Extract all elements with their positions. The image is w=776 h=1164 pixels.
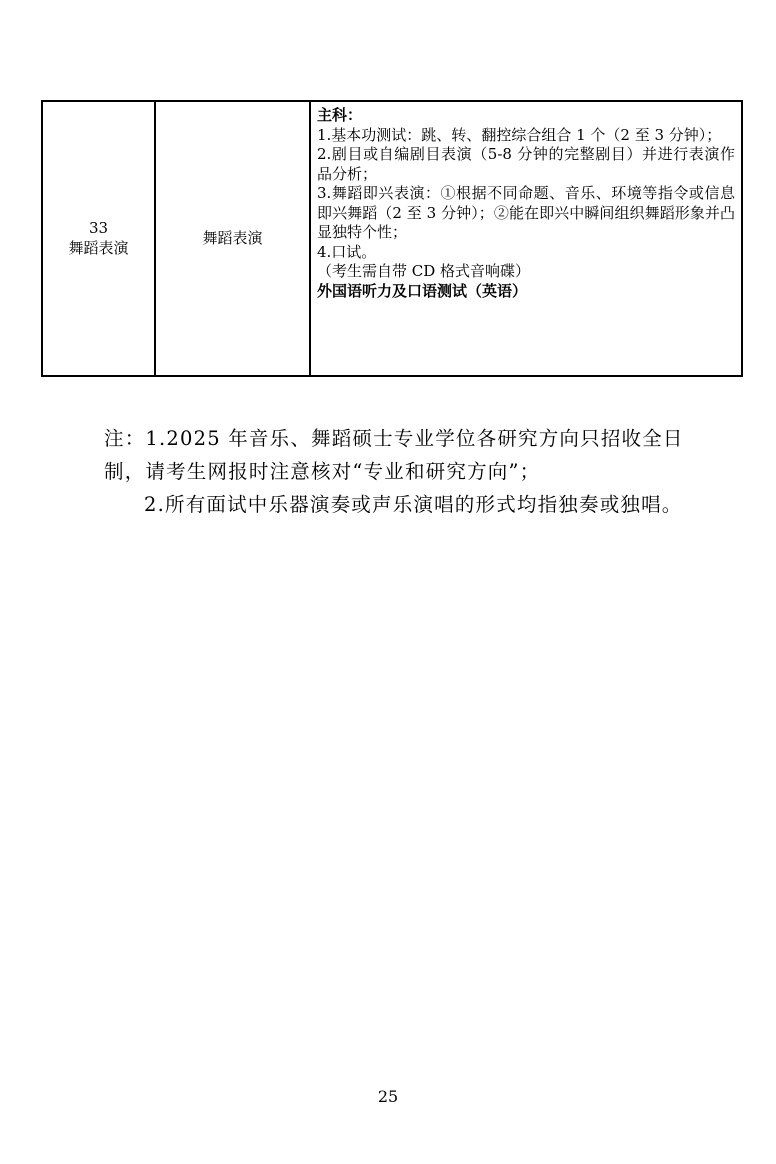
table-row — [42, 101, 742, 376]
exam-item-2: 2.剧目或自编剧目表演（5-8 分钟的完整剧目）并进行表演作品分析； — [317, 145, 735, 183]
cd-note: （考生需自带 CD 格式音响碟） — [317, 262, 531, 280]
exam-item-1: 1.基本功测试：跳、转、翻控综合组合 1 个（2 至 3 分钟）； — [317, 125, 722, 144]
exam-content-cell — [310, 101, 742, 376]
direction-code: 33 — [88, 219, 109, 237]
research-direction-cell — [42, 101, 155, 376]
note-2: 2.所有面试中乐器演奏或声乐演唱的形式均指独奏或独唱。 — [144, 493, 683, 516]
exam-requirements-table — [41, 100, 743, 377]
notes-section — [104, 422, 704, 521]
page-number: 25 — [377, 1087, 399, 1106]
exam-item-3: 3.舞蹈即兴表演：①根据不同命题、音乐、环境等指令或信息即兴舞蹈（2 至 3 分钟）；②能在即兴中瞬间组织舞蹈形象并凸显独特个性； — [317, 184, 735, 241]
direction-name: 舞蹈表演 — [68, 238, 129, 257]
foreign-language-test: 外国语听力及口语测试（英语） — [317, 281, 528, 300]
note-1: 注：1.2025 年音乐、舞蹈硕士专业学位各研究方向只招收全日制，请考生网报时注意核对“专业和研究方向”； — [104, 427, 684, 483]
main-subject-label: 主科： — [317, 106, 363, 124]
exam-item-4: 4.口试。 — [317, 242, 377, 261]
major-cell: 舞蹈表演 — [155, 101, 310, 376]
